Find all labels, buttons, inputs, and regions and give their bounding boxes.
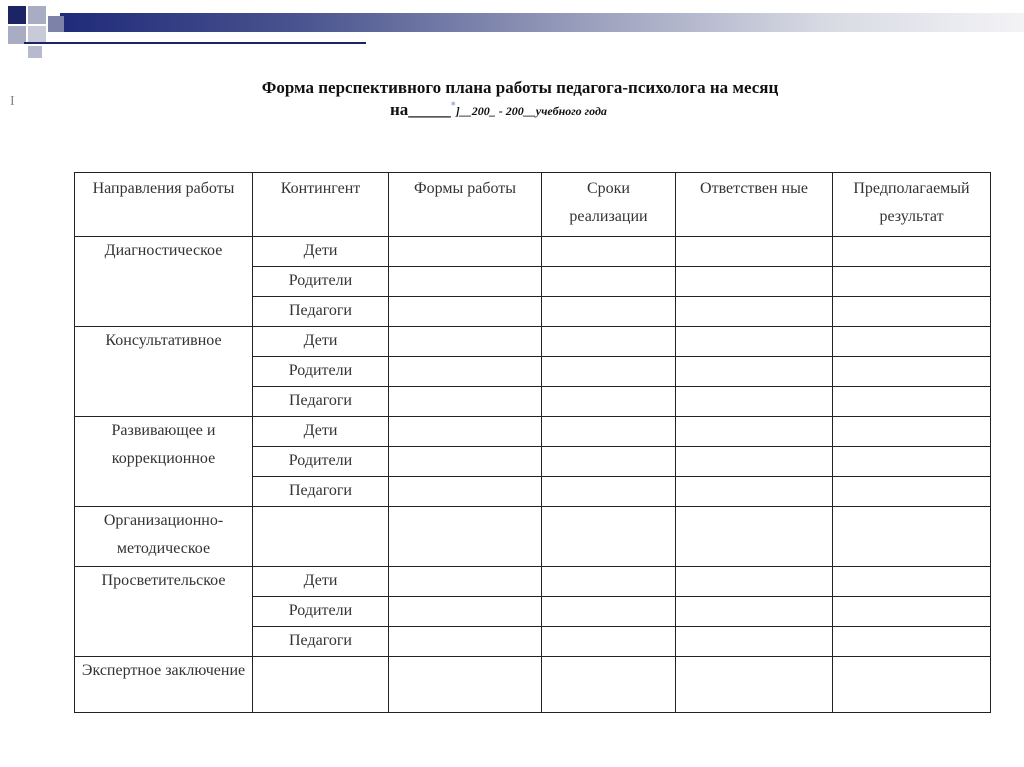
header-cell: Контингент	[253, 173, 389, 237]
empty-cell	[542, 447, 676, 477]
contingent-cell	[253, 507, 389, 567]
direction-cell: Просветительское	[75, 567, 253, 657]
empty-cell	[676, 447, 833, 477]
empty-cell	[833, 387, 991, 417]
decor-square	[28, 46, 42, 58]
empty-cell	[389, 597, 542, 627]
empty-cell	[542, 567, 676, 597]
empty-cell	[389, 507, 542, 567]
empty-cell	[833, 567, 991, 597]
empty-cell	[833, 237, 991, 267]
decor-square	[48, 16, 64, 32]
empty-cell	[833, 477, 991, 507]
contingent-cell: Родители	[253, 267, 389, 297]
contingent-cell: Педагоги	[253, 627, 389, 657]
direction-cell: Развивающее и коррекционное	[75, 417, 253, 507]
direction-cell: Диагностическое	[75, 237, 253, 327]
empty-cell	[833, 327, 991, 357]
empty-cell	[542, 327, 676, 357]
table-row	[75, 237, 991, 267]
empty-cell	[542, 237, 676, 267]
empty-cell	[389, 357, 542, 387]
empty-cell	[389, 297, 542, 327]
empty-cell	[676, 657, 833, 713]
empty-cell	[833, 627, 991, 657]
direction-cell: Консультативное	[75, 327, 253, 417]
empty-cell	[542, 627, 676, 657]
empty-cell	[542, 597, 676, 627]
empty-cell	[389, 327, 542, 357]
empty-cell	[389, 447, 542, 477]
empty-cell	[389, 387, 542, 417]
empty-cell	[676, 297, 833, 327]
empty-cell	[833, 267, 991, 297]
subtitle-bracket: ]	[455, 104, 460, 118]
decor-square	[8, 6, 26, 24]
contingent-cell: Родители	[253, 447, 389, 477]
text-cursor-mark: I	[10, 94, 15, 109]
empty-cell	[676, 357, 833, 387]
empty-cell	[833, 507, 991, 567]
empty-cell	[676, 507, 833, 567]
empty-cell	[676, 267, 833, 297]
direction-cell: Организационно-методическое	[75, 507, 253, 567]
empty-cell	[676, 417, 833, 447]
empty-cell	[676, 387, 833, 417]
empty-cell	[542, 507, 676, 567]
empty-cell	[389, 627, 542, 657]
plan-table	[74, 172, 991, 713]
header-cell: Сроки реализации	[542, 173, 676, 237]
header-cell: Формы работы	[389, 173, 542, 237]
empty-cell	[389, 477, 542, 507]
empty-cell	[542, 267, 676, 297]
subtitle-suffix: __200_ - 200__учебного года	[459, 104, 607, 118]
contingent-cell: Дети	[253, 417, 389, 447]
empty-cell	[676, 597, 833, 627]
empty-cell	[542, 417, 676, 447]
empty-cell	[833, 447, 991, 477]
contingent-cell: Родители	[253, 357, 389, 387]
empty-cell	[389, 417, 542, 447]
table-row	[75, 417, 991, 447]
empty-cell	[833, 417, 991, 447]
decor-square	[28, 6, 46, 24]
empty-cell	[833, 297, 991, 327]
header-cell: Направления работы	[75, 173, 253, 237]
empty-cell	[833, 357, 991, 387]
contingent-cell: Педагоги	[253, 477, 389, 507]
empty-cell	[676, 627, 833, 657]
empty-cell	[676, 477, 833, 507]
table-row	[75, 657, 991, 713]
empty-cell	[676, 327, 833, 357]
empty-cell	[542, 657, 676, 713]
empty-cell	[389, 267, 542, 297]
direction-cell: Экспертное заключение	[75, 657, 253, 713]
contingent-cell: Родители	[253, 597, 389, 627]
subtitle-prefix: на_____	[390, 100, 451, 119]
table-header-row	[75, 173, 991, 237]
empty-cell	[833, 597, 991, 627]
empty-cell	[676, 567, 833, 597]
header-cell: Предполагаемый результат	[833, 173, 991, 237]
table-row	[75, 567, 991, 597]
table-row	[75, 327, 991, 357]
header-gradient-bar	[60, 13, 1024, 32]
empty-cell	[389, 567, 542, 597]
contingent-cell: Дети	[253, 327, 389, 357]
contingent-cell: Педагоги	[253, 297, 389, 327]
empty-cell	[833, 657, 991, 713]
subtitle-footnote-mark: *	[450, 100, 456, 112]
contingent-cell	[253, 657, 389, 713]
page-title: Форма перспективного плана работы педагога-психолога на месяц	[261, 78, 779, 97]
empty-cell	[389, 657, 542, 713]
header-underline	[24, 42, 366, 44]
empty-cell	[676, 237, 833, 267]
empty-cell	[542, 297, 676, 327]
empty-cell	[542, 477, 676, 507]
contingent-cell: Педагоги	[253, 387, 389, 417]
empty-cell	[389, 237, 542, 267]
page-subtitle	[390, 100, 607, 120]
table-row	[75, 507, 991, 567]
contingent-cell: Дети	[253, 567, 389, 597]
header-cell: Ответствен ные	[676, 173, 833, 237]
empty-cell	[542, 357, 676, 387]
contingent-cell: Дети	[253, 237, 389, 267]
empty-cell	[542, 387, 676, 417]
slide-header-decoration	[0, 0, 1024, 44]
